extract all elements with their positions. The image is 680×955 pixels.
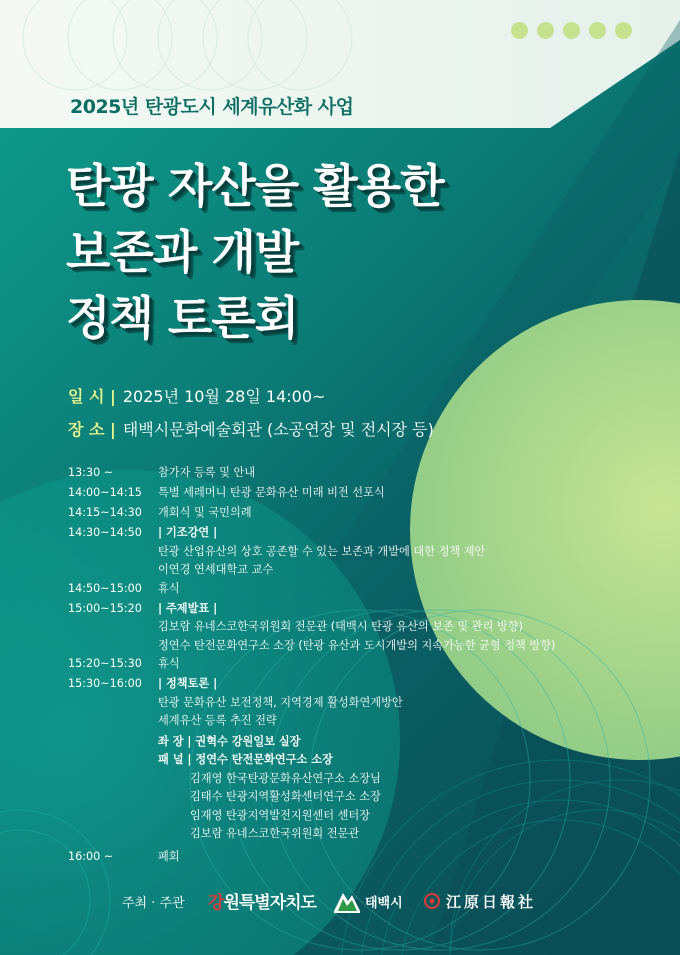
footer-organizers [0, 884, 680, 918]
schedule-item: 휴식 [158, 657, 180, 670]
event-info [68, 380, 434, 446]
place-value: 태백시문화예술회관 (소공연장 및 전시장 등) [122, 420, 434, 439]
mountain-icon [332, 887, 362, 915]
schedule-row [68, 580, 628, 600]
dot [563, 22, 580, 39]
org1-rest: 원특별자치도 [223, 893, 316, 913]
schedule-item: 김보람 유네스코한국위원회 전문관 (태백시 탄광 유산의 보존 및 관리 방향) [158, 620, 523, 633]
title-line-2: 보존과 개발 [66, 225, 299, 279]
dot [589, 22, 606, 39]
date-separator: | [110, 387, 116, 406]
title-line-1: 탄광 자산을 활용한 [66, 159, 444, 213]
panel-member: 김태수 탄광지역활성화센터연구소 소장 [190, 790, 381, 803]
schedule-row [68, 524, 628, 580]
schedule-time: 16:00 ~ [68, 849, 114, 863]
date-label: 일 시 [68, 387, 105, 406]
schedule-section-head: | 정책토론 | [158, 677, 218, 690]
schedule-row [68, 655, 628, 675]
dot [615, 22, 632, 39]
schedule-item: 참가자 등록 및 안내 [158, 466, 256, 479]
schedule-time: 14:30~14:50 [68, 526, 142, 539]
host-label: 주최 · 주관 [122, 896, 185, 911]
schedule-time: 14:50~15:00 [68, 581, 142, 595]
schedule-time: 15:30~16:00 [68, 677, 142, 690]
schedule-time: 14:00~14:15 [68, 486, 142, 499]
program-schedule [68, 464, 628, 868]
schedule-row [68, 484, 628, 504]
org2-name: 태백시 [365, 895, 403, 911]
schedule-section-head: | 주제발표 | [158, 601, 218, 615]
place-label: 장 소 [68, 420, 105, 439]
schedule-time: 15:00~15:20 [68, 601, 142, 615]
schedule-row [68, 675, 628, 844]
gangwon-ilbo-logo [424, 886, 536, 916]
dot [537, 22, 554, 39]
schedule-item: 특별 세레머니 탄광 문화유산 미래 비전 선포식 [158, 486, 385, 499]
panel-member: 임재영 탄광지역발전지원센터 센터장 [190, 808, 371, 822]
place-separator: | [110, 420, 116, 439]
event-subtitle: 2025년 탄광도시 세계유산화 사업 [70, 96, 354, 118]
schedule-item: 폐회 [158, 849, 180, 863]
schedule-item: 탄광 산업유산의 상호 공존할 수 있는 보존과 개발에 대한 정책 제안 [158, 544, 486, 558]
schedule-item: 이연경 연세대학교 교수 [158, 563, 274, 576]
place-row [68, 413, 434, 446]
schedule-item: 휴식 [158, 581, 180, 595]
discussion-chair: 좌 장 | 권혁수 강원일보 실장 [158, 734, 301, 748]
newspaper-emblem-icon [424, 893, 440, 909]
schedule-row [68, 600, 628, 656]
schedule-row [68, 464, 628, 484]
schedule-item: 탄광 문화유산 보전정책, 지역경제 활성화연계방안 [158, 695, 403, 709]
discussion-panel-lead: 패 널 | 정연수 탄전문화연구소 소장 [158, 753, 333, 766]
schedule-time: 13:30 ~ [68, 466, 114, 479]
taebaek-city-logo [332, 886, 403, 916]
title-line-3: 정책 토론회 [66, 291, 299, 345]
date-row [68, 380, 434, 413]
schedule-time: 14:15~14:30 [68, 506, 142, 519]
schedule-time: 15:20~15:30 [68, 657, 142, 670]
dot [511, 22, 528, 39]
date-value: 2025년 10월 28일 14:00~ [122, 387, 326, 406]
schedule-item: 개회식 및 국민의례 [158, 506, 252, 519]
event-title [66, 153, 444, 351]
org1-prefix: 강 [208, 893, 224, 913]
panel-member: 김재영 한국탄광문화유산연구소 소장님 [190, 771, 381, 785]
schedule-item: 정연수 탄전문화연구소 소장 (탄광 유산과 도시개발의 지속가능한 균형 정책 방향) [158, 638, 556, 652]
gangwon-province-logo [208, 888, 316, 913]
decorative-dots [511, 22, 632, 39]
panel-member: 김보람 유네스코한국위원회 전문관 [190, 827, 360, 840]
schedule-row [68, 504, 628, 524]
schedule-row [68, 848, 628, 868]
schedule-item: 세계유산 등록 추진 전략 [158, 714, 277, 727]
schedule-section-head: | 기조강연 | [158, 526, 218, 539]
org3-name: 江原日報社 [446, 892, 537, 911]
